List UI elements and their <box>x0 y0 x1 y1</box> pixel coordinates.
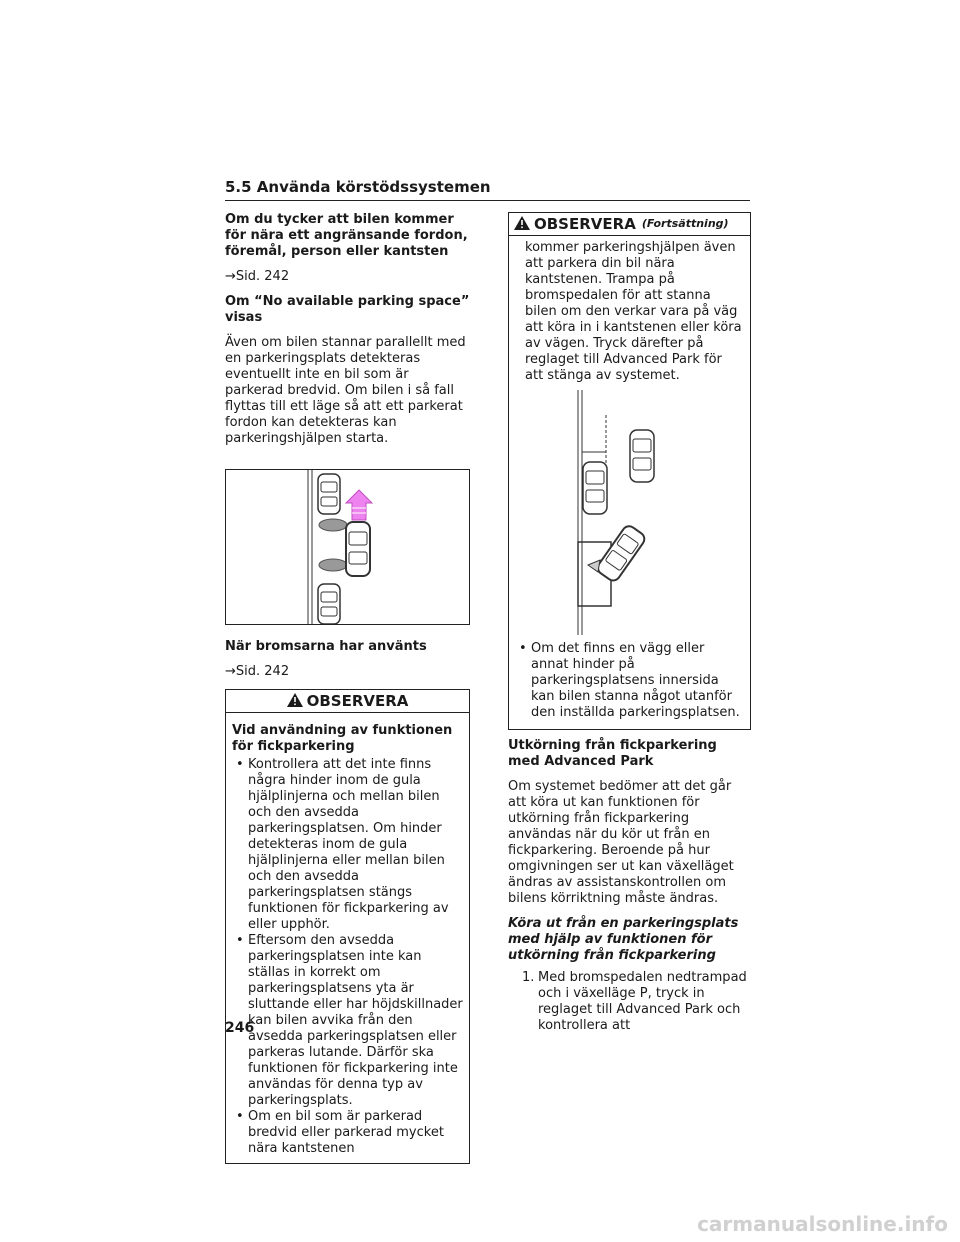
sensor-area-bottom <box>319 559 347 571</box>
parking-illustration <box>226 470 469 624</box>
list-item: • Kontrollera att det inte finns några hinder inom de gula hjälplinjerna och mellan bilen och den avsedda parkeringsplatsen. Om hinder detekteras inom de gula hjälplinjerna eller mellan bilen och den avsedda parkeringsplatsen stängs funktionen för fickparkering av eller upphör. <box>236 757 449 932</box>
notice-body <box>509 236 750 729</box>
list-item: • Om en bil som är parkerad bredvid eller parkerad mycket nära kantstenen <box>236 1109 444 1156</box>
notice-box <box>225 689 470 1164</box>
notice-title: OBSERVERA <box>306 692 409 710</box>
subheading-exit-steps: Köra ut från en parkeringsplats med hjälp av funktionen för utkörning från fickparkering <box>508 916 739 963</box>
notice-header <box>226 690 469 713</box>
parked-car-curb <box>583 462 607 514</box>
notice-title: OBSERVERA <box>534 215 636 233</box>
figure-curb-parking <box>550 390 710 635</box>
heading-exit: Utkörning från fickparkering med Advanced Park <box>508 738 717 769</box>
figure-parallel-parking <box>225 469 470 625</box>
own-car-angled <box>595 524 647 584</box>
direction-arrow-icon <box>346 490 372 520</box>
heading-too-close: Om du tycker att bilen kommer för nära ett angränsande fordon, föremål, person eller kantsten <box>225 212 468 259</box>
own-car <box>346 522 370 576</box>
left-column <box>225 212 470 1164</box>
warning-icon <box>514 216 530 233</box>
list-item: • Eftersom den avsedda parkeringsplatsen inte kan ställas in korrekt om parkeringsplatsens yta är sluttande eller har höjdskillnader kan bilen avvika från den avsedda parkeringsplatsen eller parkeras lutande. Därför ska funktionen för fickparkering inte användas för denna typ av parkeringsplats. <box>236 933 463 1108</box>
section-header: 5.5 Använda körstödssystemen <box>225 178 750 201</box>
reference-link[interactable]: →Sid. 242 <box>225 269 290 284</box>
paragraph-no-space: Även om bilen stannar parallellt med en parkeringsplats detekteras eventuellt inte en bil som är parkerad bredvid. Om bilen i så fall flyttas till ett läge så att ett parkerat fordon kan detekteras kan parkeringshjälpen starta. <box>225 335 466 446</box>
list-item: • Om det finns en vägg eller annat hinder på parkeringsplatsens innersida kan bilen stanna något utanför den inställda parkeringsplatsen. <box>519 641 740 720</box>
notice-subhead: Vid användning av funktionen för fickparkering <box>232 723 453 754</box>
continued-label: (Fortsättning) <box>641 217 729 230</box>
notice-paragraph: kommer parkeringshjälpen även att parkera din bil nära kantstenen. Trampa på bromspedalen för att stanna bilen om den verkar vara på väg att köra in i kantstenen eller köra av vägen. Tryck därefter på reglaget till Advanced Park för att stänga av systemet. <box>525 240 742 383</box>
sensor-area-top <box>319 519 347 531</box>
paragraph-exit: Om systemet bedömer att det går att köra ut kan funktionen för utkörning från fickparkering användas när du kör ut från en fickparkering. Beroende på hur omgivningen ser ut kan växelläget ändras av assistanskontrollen om bilens körriktning måste ändras. <box>508 779 734 906</box>
contact-point-icon <box>588 560 600 572</box>
notice-header <box>509 213 750 236</box>
reference-link[interactable]: →Sid. 242 <box>225 664 290 679</box>
warning-icon <box>287 693 303 710</box>
watermark: carmanualsonline.info <box>697 1212 948 1236</box>
heading-no-space: Om “No available parking space” visas <box>225 294 470 325</box>
parked-car-bottom <box>318 584 340 624</box>
parked-car-top <box>318 474 340 514</box>
step-item: 1. Med bromspedalen nedtrampad och i växelläge P, tryck in reglaget till Advanced Park och kontrollera att <box>522 970 747 1033</box>
heading-brakes: När bromsarna har använts <box>225 639 427 654</box>
notice-box-continued <box>508 212 751 730</box>
right-column <box>508 212 751 1034</box>
parked-car-right <box>630 430 654 482</box>
page-number: 246 <box>225 1020 255 1036</box>
curb-illustration <box>550 390 710 635</box>
notice-body <box>226 713 469 1163</box>
